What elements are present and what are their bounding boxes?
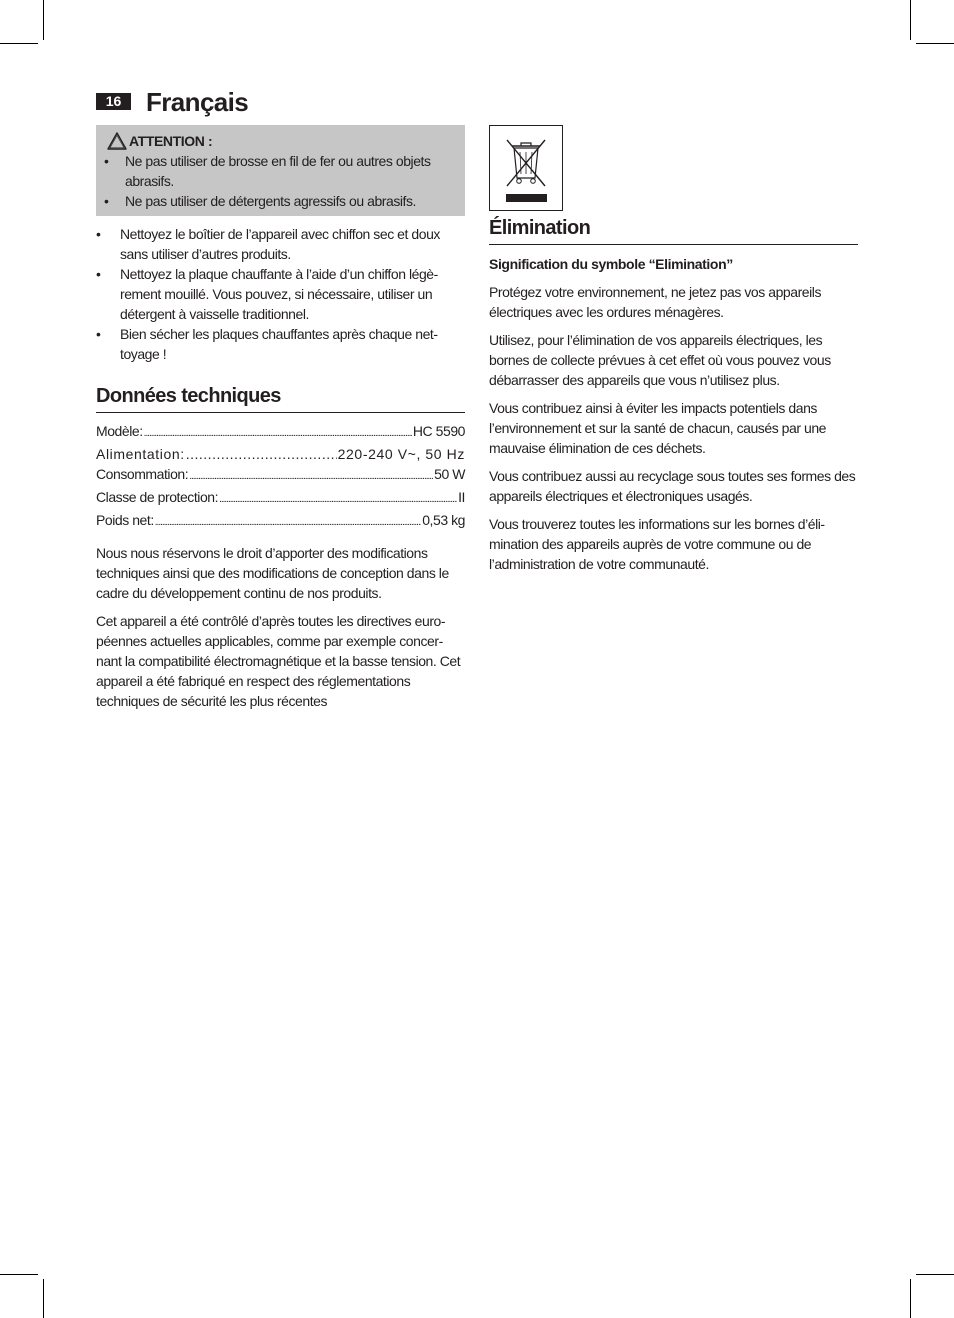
crop-mark xyxy=(910,1279,911,1318)
crop-mark xyxy=(910,0,911,40)
page-number: 16 xyxy=(96,93,131,110)
paragraph: Vous contribuez aussi au recyclage sous toutes ses formes des appareils électriques et électroniques usagés. xyxy=(489,468,856,504)
right-column xyxy=(489,125,858,574)
elimination-section xyxy=(489,215,858,574)
spec-row: Consommation: ..... 50 W xyxy=(96,464,465,487)
crop-mark xyxy=(0,43,38,44)
crop-mark xyxy=(43,0,44,40)
paragraph: Protégez votre environnement, ne jetez pas vos appareils électriques avec les ordures ménagères. xyxy=(489,284,822,320)
page-title: Français xyxy=(146,87,249,117)
spec-row: Modèle: ..... HC 5590 xyxy=(96,421,465,444)
spec-row: Poids net: ..... 0,53 kg xyxy=(96,510,465,533)
crop-mark xyxy=(916,43,954,44)
list-item: • Ne pas utiliser de détergents agressifs ou abrasifs. xyxy=(104,193,416,209)
attention-box xyxy=(96,125,465,216)
crop-mark xyxy=(43,1279,44,1318)
paragraph: Cet appareil a été contrôlé d’après toutes les directives euro-péennes actuelles applicables, comme par exemple concer-nant la compatibilité électromagnétique et la basse tension. Cet appareil a été fabriqué en respect des réglementations techniques de sécurité les plus récentes xyxy=(96,613,461,709)
attention-list xyxy=(104,151,457,211)
attention-heading xyxy=(104,131,457,151)
paragraph: Vous trouverez toutes les informations sur les bornes d’éli-mination des appareils auprès de votre commune ou de l’administration de votre communauté. xyxy=(489,516,825,572)
technical-section xyxy=(96,383,465,711)
list-item: • Nettoyez le boîtier de l’appareil avec chiffon sec et doux sans utiliser d’autres produits. xyxy=(96,226,440,262)
paragraph: Vous contribuez ainsi à éviter les impacts potentiels dans l’environnement et sur la santé de chacun, causés par une mauvaise élimination de ces déchets. xyxy=(489,400,827,456)
list-item: • Nettoyez la plaque chauffante à l’aide d’un chiffon légè-rement mouillé. Vous pouvez, si nécessaire, utiliser un détergent à vaisselle traditionnel. xyxy=(96,266,438,322)
spec-row: Classe de protection: ..... II xyxy=(96,487,465,510)
technical-heading: Données techniques xyxy=(96,383,465,413)
spec-row: Alimentation: ..... 220-240 V~, 50 Hz xyxy=(96,444,465,464)
elimination-heading: Élimination xyxy=(489,215,858,245)
paragraph: Utilisez, pour l’élimination de vos appareils électriques, les bornes de collecte prévues à cet effet où vous pouvez vous débarrasser des appareils que vous n’utilisez plus. xyxy=(489,332,831,388)
list-item: • Ne pas utiliser de brosse en fil de fer ou autres objets abrasifs. xyxy=(104,153,431,189)
elimination-subtitle: Signification du symbole “Elimination” xyxy=(489,256,733,272)
cleaning-list xyxy=(96,224,465,364)
left-column xyxy=(96,125,465,711)
warning-triangle-icon xyxy=(107,132,127,150)
crop-mark xyxy=(916,1274,954,1275)
paragraph: Nous nous réservons le droit d’apporter des modifications techniques ainsi que des modifications de conception dans le cadre du développement continu de nos produits. xyxy=(96,545,449,601)
crop-mark xyxy=(0,1274,38,1275)
weee-crossed-bin-icon xyxy=(489,125,563,211)
spec-list xyxy=(96,421,465,533)
attention-label: ATTENTION : xyxy=(129,133,213,149)
list-item: • Bien sécher les plaques chauffantes après chaque net-toyage ! xyxy=(96,326,438,362)
